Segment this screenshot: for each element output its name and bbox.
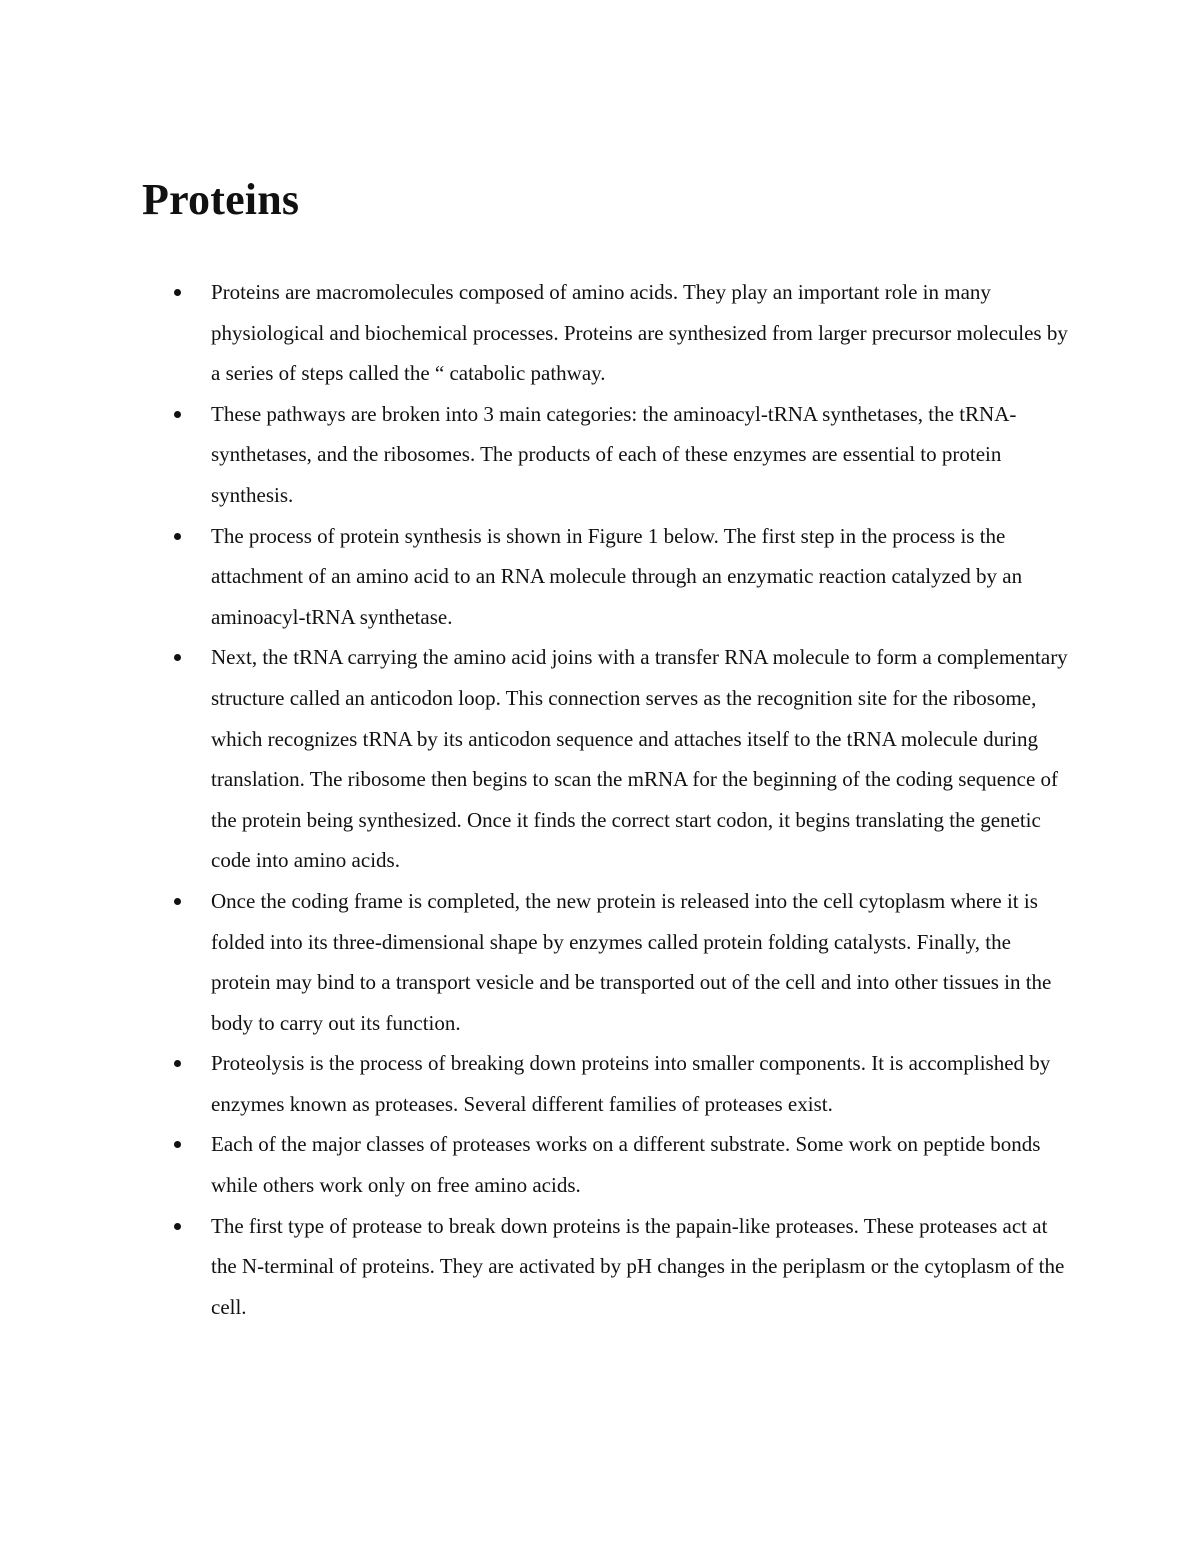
- bullet-dot-icon: [174, 411, 181, 418]
- bullet-item-5: [211, 881, 1071, 1043]
- bullet-dot-icon: [174, 533, 181, 540]
- bullet-text: Proteins are macromolecules composed of amino acids. They play an important role in many physiological and biochemical processes. Proteins are synthesized from larger precursor molecules by a series of steps called the “ catabolic pathway.: [211, 280, 1068, 386]
- bullet-text: Proteolysis is the process of breaking down proteins into smaller components. It is accomplished by enzymes known as proteases. Several different families of proteases exist.: [211, 1051, 1051, 1116]
- bullet-dot-icon: [174, 898, 181, 905]
- bullet-item-6: [211, 1043, 1071, 1124]
- bullet-dot-icon: [174, 1060, 181, 1067]
- bullet-text: Next, the tRNA carrying the amino acid joins with a transfer RNA molecule to form a complementary structure called an anticodon loop. This connection serves as the recognition site for the ribosome, which recognizes tRNA by its anticodon sequence and attaches itself to the tRNA molecule during translation. The ribosome then begins to scan the mRNA for the beginning of the coding sequence of the protein being synthesized. Once it finds the correct start codon, it begins translating the genetic code into amino acids.: [211, 645, 1068, 873]
- bullet-text: Each of the major classes of proteases works on a different substrate. Some work on peptide bonds while others work only on free amino acids.: [211, 1132, 1041, 1198]
- bullet-item-1: [211, 272, 1071, 394]
- bullet-dot-icon: [174, 654, 181, 661]
- document-title: Proteins: [142, 175, 300, 224]
- bullet-item-2: [211, 394, 1071, 516]
- bullet-dot-icon: [174, 1223, 181, 1230]
- bullet-item-3: [211, 516, 1071, 638]
- bullet-text: The process of protein synthesis is shown in Figure 1 below. The first step in the process is the attachment of an amino acid to an RNA molecule through an enzymatic reaction catalyzed by an aminoacyl-tRNA synthetase.: [211, 523, 1023, 629]
- bullet-text: The first type of protease to break down proteins is the papain-like proteases. These proteases act at the N-terminal of proteins. They are activated by pH changes in the periplasm or the cytoplasm of the cell.: [211, 1213, 1065, 1319]
- bullet-item-8: [211, 1206, 1071, 1328]
- bullet-text: These pathways are broken into 3 main categories: the aminoacyl-tRNA synthetases, the tRNA-synthetases, and the ribosomes. The products of each of these enzymes are essential to protein synthesis.: [211, 401, 1017, 507]
- bullet-text: Once the coding frame is completed, the new protein is released into the cell cytoplasm where it is folded into its three-dimensional shape by enzymes called protein folding catalysts. Finally, the protein may bind to a transport vesicle and be transported out of the cell and into other tissues in the body to carry out its function.: [211, 888, 1052, 1035]
- bullet-item-7: [211, 1124, 1071, 1205]
- bullet-dot-icon: [174, 1141, 181, 1148]
- bullet-item-4: [211, 637, 1071, 881]
- bullet-list: [211, 272, 1071, 1327]
- bullet-dot-icon: [174, 289, 181, 296]
